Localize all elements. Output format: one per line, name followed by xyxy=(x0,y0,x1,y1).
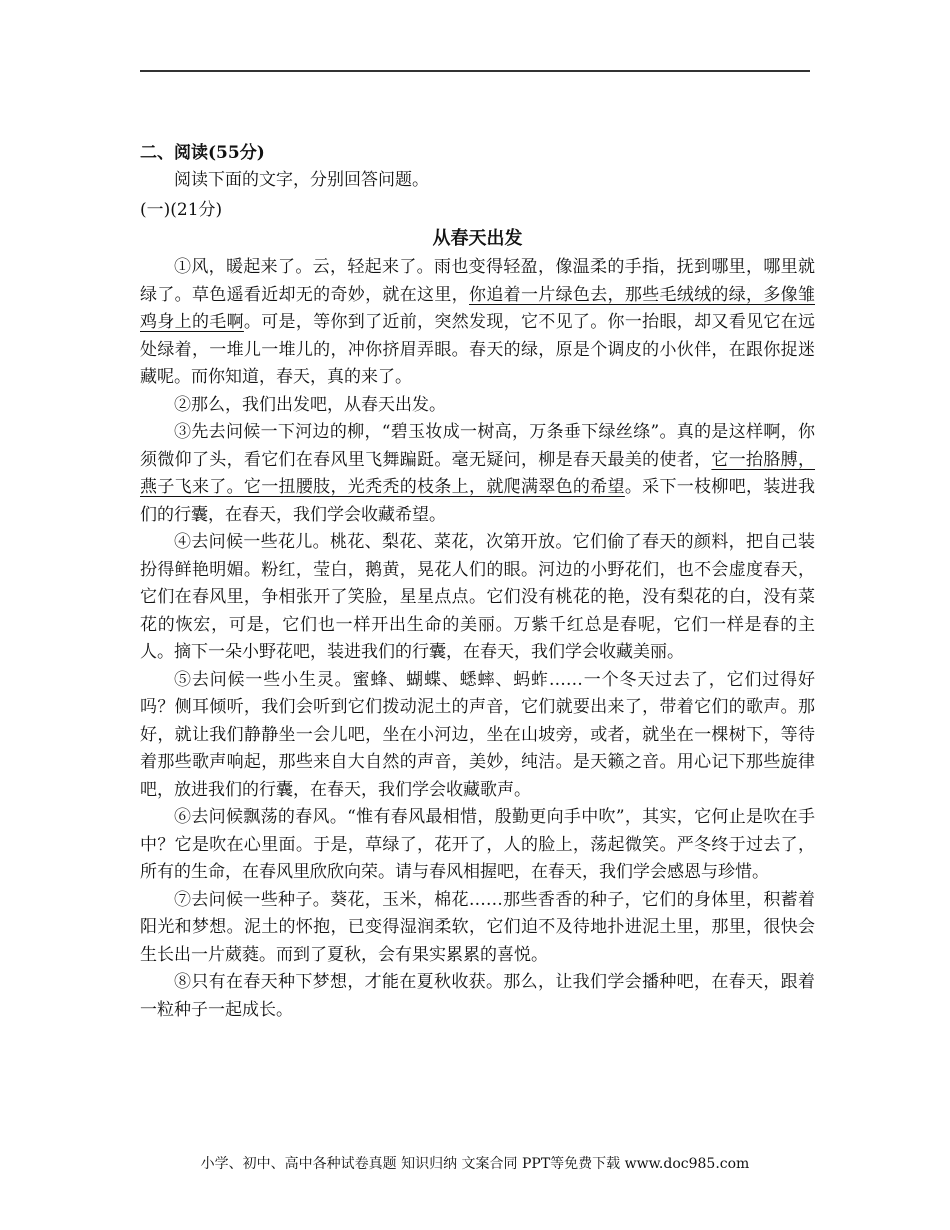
underlined-sentence-1: 你追着一片绿色去，那些毛绒绒的绿，多像雏鸡身上的毛啊 xyxy=(140,284,815,332)
underlined-sentence-3: 它一抬胳膊，燕子飞来了。它一扭腰肢，光秃秃的枝条上，就爬满翠色的希望 xyxy=(140,449,816,497)
paragraph-7: ⑦去问候一些种子。葵花，玉米，棉花……那些香香的种子，它们的身体里，积蓄着阳光和梦想。泥土的怀抱，已变得湿润柔软，它们迫不及待地扑进泥土里，那里，很快会生长出一片葳蕤。而到了夏秋，会有果实累累的喜悦。 xyxy=(140,889,815,965)
paragraph-3: ③先去问候一下河边的柳，“碧玉妆成一树高，万条垂下绿丝绦”。真的是这样啊，你须微仰了头，看它们在春风里飞舞蹁跹。毫无疑问，柳是春天最美的使者，它一抬胳膊，燕子飞来了。它一扭腰肢，光秃秃的枝条上，就爬满翠色的希望。采下一枝柳吧，装进我们的行囊，在春天，我们学会收藏希望。 xyxy=(140,422,816,525)
section-title: 二、阅读(55分) xyxy=(140,143,265,163)
document-body xyxy=(140,140,815,1024)
paragraph-1: ①风，暖起来了。云，轻起来了。雨也变得轻盈，像温柔的手指，抚到哪里，哪里就绿了。草色遥看近却无的奇妙，就在这里，你追着一片绿色去，那些毛绒绒的绿，多像雏鸡身上的毛啊。可是，等你到了近前，突然发现，它不见了。你一抬眼，却又看见它在远处绿着，一堆儿一堆儿的，冲你挤眉弄眼。春天的绿，原是个调皮的小伙伴，在跟你捉迷藏呢。而你知道，春天，真的来了。 xyxy=(140,257,816,387)
header-rule xyxy=(140,70,810,72)
paragraph-6: ⑥去问候飘荡的春风。“惟有春风最相惜，殷勤更向手中吹”，其实，它何止是吹在手中？它是吹在心里面。于是，草绿了，花开了，人的脸上，荡起微笑。严冬终于过去了，所有的生命，在春风里欣欣向荣。请与春风相握吧，在春天，我们学会感恩与珍惜。 xyxy=(140,807,815,882)
paragraph-5: ⑤去问候一些小生灵。蜜蜂、蝴蝶、蟋蟀、蚂蚱……一个冬天过去了，它们过得好吗？侧耳倾听，我们会听到它们拨动泥土的声音，它们就要出来了，带着它们的歌声。那好，就让我们静静坐一会儿吧，坐在小河边，坐在山坡旁，或者，就坐在一棵树下，等待着那些歌声响起，那些来自大自然的声音，美妙，纯洁。是天籁之音。用心记下那些旋律吧，放进我们的行囊，在春天，我们学会收藏歌声。 xyxy=(140,669,815,800)
sub-section-title: (一)(21分) xyxy=(140,200,223,220)
paragraph-2: ②那么，我们出发吧，从春天出发。 xyxy=(174,394,446,415)
article-title: 从春天出发 xyxy=(432,228,523,249)
footer-text: 小学、初中、高中各种试卷真题 知识归纳 文案合同 PPT等免费下载 www.doc985.com xyxy=(200,1156,750,1172)
paragraph-8: ⑧只有在春天种下梦想，才能在夏秋收获。那么，让我们学会播种吧，在春天，跟着一粒种子一起成长。 xyxy=(140,972,815,1020)
paragraph-4: ④去问候一些花儿。桃花、梨花、菜花，次第开放。它们偷了春天的颜料，把自己装扮得鲜艳明媚。粉红，莹白，鹅黄，晃花人们的眼。河边的小野花们，也不会虚度春天，它们在春风里，争相张开了笑脸，星星点点。它们没有桃花的艳，没有梨花的白，没有菜花的恢宏，可是，它们也一样开出生命的美丽。万紫千红总是春呢，它们一样是春的主人。摘下一朵小野花吧，装进我们的行囊，在春天，我们学会收藏美丽。 xyxy=(140,532,815,662)
section-instruction: 阅读下面的文字，分别回答问题。 xyxy=(174,170,429,190)
